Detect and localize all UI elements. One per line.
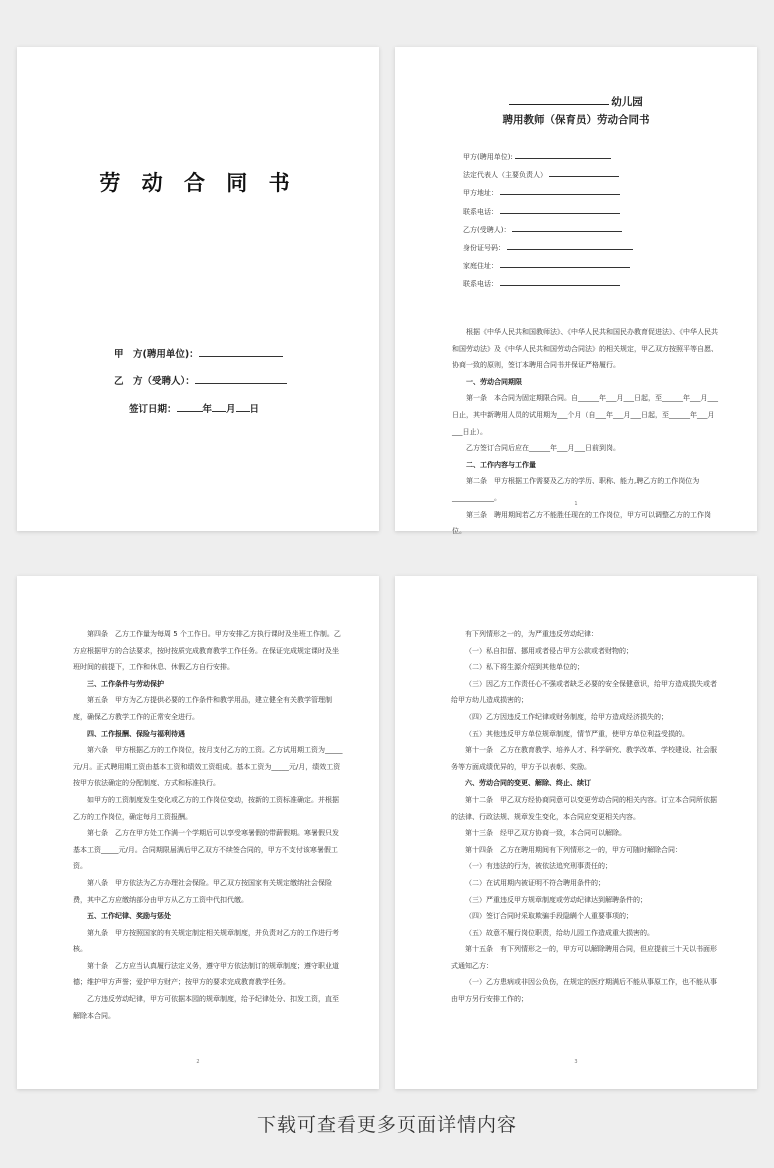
paragraph: （三）因乙方工作责任心不强或者缺乏必要的安全保健意识，给甲方造成损失或者给甲方幼儿造成损害的； <box>451 679 717 705</box>
party-field <box>463 188 620 198</box>
paragraph: （四）乙方因违反工作纪律或财务制度，给甲方造成经济损失的； <box>465 712 668 721</box>
party-b-line <box>114 373 287 387</box>
contract-page-1 <box>395 47 757 536</box>
contract-body <box>73 626 343 1024</box>
paragraph: （五）其他违反甲方单位规章制度，情节严重，使甲方单位利益受损的。 <box>465 729 689 738</box>
paragraph: 第六条 甲方根据乙方的工作岗位，按月支付乙方的工资。乙方试用期工资为_____元/月。正式聘用期工资由基本工资和绩效工资组成。基本工资为_____元/月，绩效工资按甲方依法确定的分配制度、方式和标准执行。 <box>73 746 343 788</box>
party-field-label: 联系电话： <box>463 207 498 216</box>
contract-body <box>452 324 720 540</box>
paragraph: （五）故意不履行岗位职责，给幼儿园工作造成重大损害的。 <box>465 928 654 937</box>
contract-page-3 <box>395 576 757 1089</box>
day-blank <box>236 402 250 412</box>
party-field-blank <box>507 243 633 250</box>
day-label: 日 <box>249 404 260 415</box>
paragraph: 第十五条 有下列情形之一的，甲方可以解除聘用合同，但应提前三十天以书面形式通知乙方： <box>451 945 717 970</box>
party-field-label: 家庭住址： <box>463 262 498 271</box>
paragraph: （一）私自扣留、挪用或者侵占甲方公款或者财物的； <box>465 646 633 655</box>
party-b-label: 乙 方（受聘人）： <box>114 376 195 387</box>
section-heading: 五、工作纪律、奖励与惩处 <box>87 912 171 921</box>
party-field-blank <box>500 279 620 286</box>
party-field-label: 法定代表人（主要负责人） <box>463 171 547 180</box>
year-blank <box>177 402 203 412</box>
party-field-blank <box>515 152 611 159</box>
contract-page-2 <box>17 576 379 1089</box>
sign-date-line <box>129 401 259 415</box>
paragraph: 第十四条 乙方在聘用期间有下列情形之一的，甲方可随时解除合同： <box>465 845 682 854</box>
paragraph: （一）有违法的行为，被依法追究刑事责任的； <box>465 862 612 871</box>
paragraph: 如甲方的工资制度发生变化或乙方的工作岗位变动，按新的工资标准确定。并根据乙方的工作岗位，确定每月工资报酬。 <box>73 795 339 821</box>
party-field-label: 甲方(聘用单位): <box>463 153 513 161</box>
cover-page <box>17 47 379 531</box>
section-heading: 二、工作内容与工作量 <box>466 460 536 469</box>
paragraph: 第十二条 甲乙双方经协商同意可以变更劳动合同的相关内容。订立本合同所依据的法律、行政法规、规章发生变化，本合同应变更相关内容。 <box>451 795 717 821</box>
party-a-blank <box>199 347 283 357</box>
paragraph: 乙方签订合同后应在______年___月___日前到岗。 <box>466 444 620 453</box>
paragraph: 第一条 本合同为固定期限合同。自______年___月___日起，至______年___月___日止，其中新聘用人员的试用期为___个月（自___年___月___日起，至______年___月___日止）。 <box>452 394 718 436</box>
paragraph: 第二条 甲方根据工作需要及乙方的学历、职称、能力,聘乙方的工作岗位为____________。 <box>452 477 700 502</box>
party-field <box>463 152 611 162</box>
year-label: 年 <box>202 404 213 415</box>
party-field-blank <box>500 188 620 195</box>
paragraph: 第十条 乙方应当认真履行法定义务，遵守甲方依法制订的规章制度；遵守职业道德；维护甲方声誉；爱护甲方财产；按甲方的要求完成教育教学任务。 <box>73 961 339 987</box>
paragraph: 第八条 甲方依法为乙方办理社会保险。甲乙双方按国家有关规定缴纳社会保险费，其中乙方应缴纳部分由甲方从乙方工资中代扣代缴。 <box>73 878 332 904</box>
paragraph: 第四条 乙方工作量为每周 5 个工作日。甲方安排乙方执行课时及坐班工作制。乙方应根据甲方的合法要求，按时按质完成教育教学工作任务。在保证完成规定课时及坐班时间的前提下，工作和休息、休假乙方自行安排。 <box>73 630 341 672</box>
paragraph: 第九条 甲方按照国家的有关规定制定相关规章制度，并负责对乙方的工作进行考核。 <box>73 928 339 954</box>
party-a-label: 甲 方(聘用单位)： <box>114 349 199 360</box>
kindergarten-suffix: 幼儿园 <box>611 96 643 108</box>
page-number: 3 <box>574 1059 578 1065</box>
party-field <box>463 261 630 271</box>
party-field <box>463 225 622 235</box>
party-field-label: 身份证号码： <box>463 244 505 252</box>
paragraph: 有下列情形之一的，为严重违反劳动纪律： <box>465 630 598 638</box>
party-field-blank <box>512 225 622 232</box>
party-field <box>463 279 620 289</box>
month-blank <box>212 402 226 412</box>
party-field-label: 甲方地址： <box>463 189 498 198</box>
page-number: 2 <box>196 1059 200 1065</box>
kindergarten-name-blank <box>509 94 609 105</box>
kindergarten-header <box>395 94 757 109</box>
party-field <box>463 207 620 217</box>
contract-title: 聘用教师（保育员）劳动合同书 <box>502 114 650 126</box>
paragraph: （二）在试用期内被证明不符合聘用条件的； <box>465 878 605 887</box>
paragraph: （四）签订合同时采取欺骗手段隐瞒个人重要事项的； <box>465 912 633 921</box>
section-heading: 三、工作条件与劳动保护 <box>87 679 164 688</box>
paragraph: （三）严重违反甲方规章制度或劳动纪律达到解聘条件的； <box>465 895 647 904</box>
paragraph: 第十一条 乙方在教育教学、培养人才、科学研究、教学改革、学校建设、社会服务等方面成绩优异的，甲方予以表彰、奖励。 <box>451 746 717 771</box>
month-label: 月 <box>226 404 236 415</box>
party-field-blank <box>500 207 620 214</box>
section-heading: 六、劳动合同的变更、解除、终止、续订 <box>465 779 591 788</box>
section-heading: 一、劳动合同期限 <box>466 377 522 386</box>
party-field-label: 乙方(受聘人)： <box>463 225 511 234</box>
party-b-blank <box>195 374 287 384</box>
paragraph: （一）乙方患病或非因公负伤，在规定的医疗期满后不能从事原工作，也不能从事由甲方另行安排工作的； <box>451 978 717 1004</box>
party-field <box>463 170 619 180</box>
paragraph: 第七条 乙方在甲方处工作满一个学期后可以享受寒暑假的带薪假期。寒暑假只发基本工资_____元/月。合同期限届满后甲乙双方不续签合同的，甲方不支付该寒暑假工资。 <box>73 829 339 871</box>
paragraph: （二）私下将生源介绍到其他单位的； <box>465 663 584 672</box>
party-field-blank <box>500 261 630 268</box>
sign-date-label: 签订日期： <box>129 404 177 415</box>
party-field-blank <box>549 170 619 177</box>
party-a-line <box>114 346 283 360</box>
paragraph: 第十三条 经甲乙双方协商一致，本合同可以解除。 <box>465 829 626 838</box>
party-field-label: 联系电话： <box>463 280 498 289</box>
party-field <box>463 243 633 253</box>
contract-body <box>451 626 721 1008</box>
section-heading: 四、工作报酬、保险与福利待遇 <box>87 729 185 738</box>
cover-title: 劳 动 合 同 书 <box>99 171 297 195</box>
download-caption: 下载可查看更多页面详情内容 <box>256 1114 517 1136</box>
paragraph: 乙方违反劳动纪律，甲方可依据本园的规章制度，给予纪律处分、扣发工资，直至解除本合同。 <box>73 995 339 1020</box>
page-number: 1 <box>574 501 578 507</box>
paragraph: 第五条 甲方为乙方提供必要的工作条件和教学用品，建立健全有关教学管理制度，确保乙方教学工作的正常安全进行。 <box>73 696 332 721</box>
paragraph: 第三条 聘用期间若乙方不能胜任现在的工作岗位，甲方可以调整乙方的工作岗位。 <box>452 510 711 536</box>
paragraph: 根据《中华人民共和国教师法》、《中华人民共和国民办教育促进法》、《中华人民共和国劳动法》及《中华人民共和国劳动合同法》的相关规定，甲乙双方按照平等自愿、协商一致的原则，签订本聘用合同书并保证严格履行。 <box>452 328 718 370</box>
